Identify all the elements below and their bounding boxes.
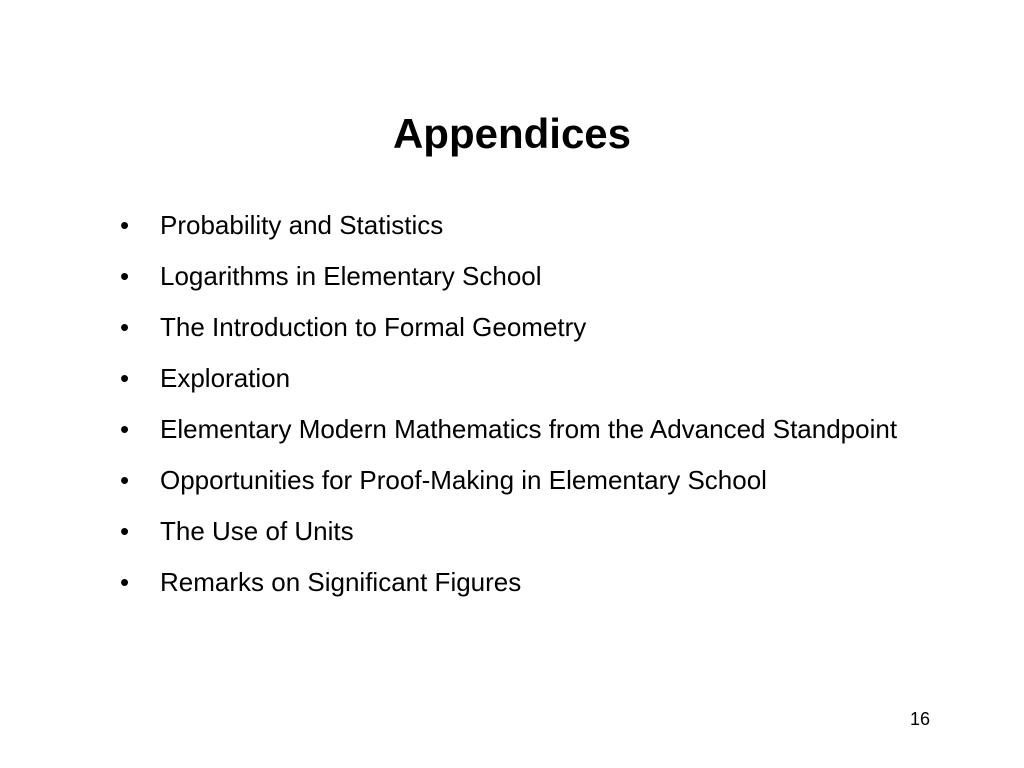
bullet-item-label: Exploration: [160, 363, 291, 393]
bullet-item-label: The Introduction to Formal Geometry: [160, 312, 587, 342]
slide-title: Appendices: [392, 110, 632, 157]
bullet-item: [120, 259, 920, 293]
bullet-list: [120, 208, 920, 616]
bullet-item-label: Probability and Statistics: [160, 210, 444, 240]
bullet-item: [120, 565, 920, 599]
bullet-item-label: Opportunities for Proof-Making in Elementary School: [160, 465, 767, 495]
bullet-icon: •: [120, 516, 130, 546]
bullet-icon: •: [120, 312, 130, 342]
bullet-icon: •: [120, 261, 130, 291]
page-number: 16: [910, 709, 931, 729]
bullet-icon: •: [120, 363, 130, 393]
bullet-icon: •: [120, 567, 130, 597]
bullet-icon: •: [120, 465, 130, 495]
bullet-item: [120, 514, 920, 548]
bullet-item: [120, 361, 920, 395]
bullet-item-label: The Use of Units: [160, 516, 354, 546]
bullet-item: [120, 310, 920, 344]
bullet-item: [120, 208, 920, 242]
bullet-item-label: Remarks on Significant Figures: [160, 567, 522, 597]
bullet-icon: •: [120, 210, 130, 240]
bullet-item: [120, 412, 920, 446]
bullet-item-label: Elementary Modern Mathematics from the Advanced Standpoint: [160, 414, 898, 444]
bullet-item-label: Logarithms in Elementary School: [160, 261, 542, 291]
bullet-item: [120, 463, 920, 497]
bullet-icon: •: [120, 414, 130, 444]
